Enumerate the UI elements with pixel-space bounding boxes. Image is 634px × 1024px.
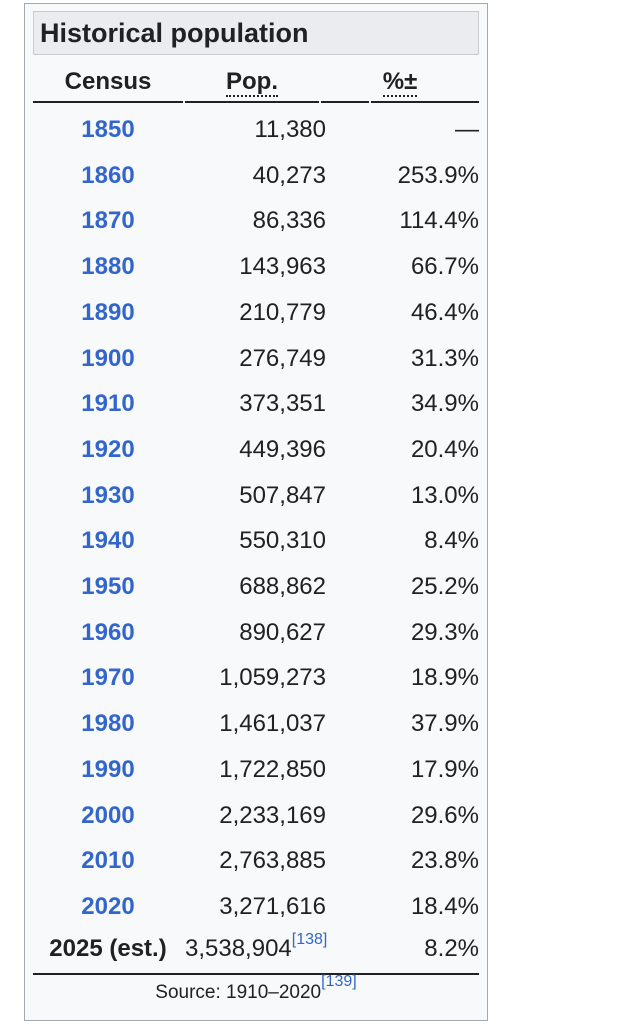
population-cell: 40,273 <box>252 161 326 189</box>
table-row <box>33 473 479 519</box>
percent-change-header-abbr[interactable]: %± <box>382 68 418 95</box>
population-cell: 143,963 <box>239 253 326 281</box>
table-row <box>33 610 479 656</box>
reference-link-139[interactable]: [139] <box>321 973 357 990</box>
percent-change-cell: 8.4% <box>424 527 479 555</box>
table-row <box>33 198 479 244</box>
census-year-link[interactable]: 1970 <box>81 664 135 692</box>
table-row <box>33 655 479 701</box>
census-year-link[interactable]: 1900 <box>81 344 135 372</box>
population-column-header <box>185 62 319 102</box>
census-year-link[interactable]: 2020 <box>81 892 135 920</box>
estimate-pct-cell: 8.2% <box>424 935 479 962</box>
census-year-link[interactable]: 1910 <box>81 390 135 418</box>
population-cell: 2,763,885 <box>219 847 326 875</box>
table-row <box>33 381 479 427</box>
census-year-link[interactable]: 1880 <box>81 253 135 281</box>
table-row <box>33 427 479 473</box>
table-row <box>33 793 479 839</box>
census-year-link[interactable]: 1860 <box>81 161 135 189</box>
census-year-link[interactable]: 1990 <box>81 755 135 783</box>
census-year-link[interactable]: 1950 <box>81 573 135 600</box>
percent-change-column-header <box>321 62 479 102</box>
percent-change-cell: — <box>455 116 479 143</box>
census-year-link[interactable]: 1940 <box>81 527 135 555</box>
percent-change-cell: 29.6% <box>410 801 479 829</box>
population-cell: 1,461,037 <box>219 710 326 738</box>
population-header-abbr[interactable]: Pop. <box>226 68 278 95</box>
source-note <box>33 973 479 1008</box>
population-cell: 86,336 <box>252 207 326 235</box>
percent-change-cell: 23.8% <box>410 847 479 875</box>
table-row <box>33 884 479 930</box>
census-year-link[interactable]: 1920 <box>81 435 135 463</box>
table-row <box>33 153 479 199</box>
percent-change-cell: 25.2% <box>410 573 479 600</box>
census-year-link[interactable]: 1890 <box>81 298 135 326</box>
population-cell: 210,779 <box>239 298 326 326</box>
footer-divider <box>33 973 479 975</box>
population-cell: 373,351 <box>239 390 326 418</box>
table-row <box>33 701 479 747</box>
population-cell: 276,749 <box>239 344 326 372</box>
population-cell: 3,271,616 <box>219 892 326 920</box>
estimate-pop-value: 3,538,904 <box>185 935 292 962</box>
table-row <box>33 336 479 382</box>
percent-change-cell: 37.9% <box>410 710 479 738</box>
census-year-link[interactable]: 1850 <box>81 116 135 143</box>
population-cell: 507,847 <box>239 481 326 509</box>
header-divider-pop <box>185 101 319 103</box>
estimate-pop-cell <box>185 926 326 972</box>
percent-change-cell: 253.9% <box>397 161 479 189</box>
estimate-year-cell: 2025 (est.) <box>49 935 167 962</box>
census-year-link[interactable]: 1870 <box>81 207 135 235</box>
percent-change-cell: 34.9% <box>410 390 479 418</box>
table-row <box>33 747 479 793</box>
historical-population-table <box>24 3 488 1021</box>
table-title: Historical population <box>33 11 479 55</box>
population-cell: 449,396 <box>239 435 326 463</box>
percent-change-cell: 13.0% <box>410 481 479 509</box>
percent-change-cell: 17.9% <box>410 755 479 783</box>
census-column-header <box>33 62 183 102</box>
percent-change-cell: 31.3% <box>410 344 479 372</box>
reference-link-138[interactable]: [138] <box>291 931 328 948</box>
population-cell: 890,627 <box>239 618 326 646</box>
population-cell: 688,862 <box>239 573 326 600</box>
header-divider-pct <box>371 101 479 103</box>
percent-change-cell: 29.3% <box>410 618 479 646</box>
percent-change-cell: 18.9% <box>410 664 479 692</box>
table-row <box>33 518 479 564</box>
percent-change-cell: 18.4% <box>410 892 479 920</box>
population-cell: 1,059,273 <box>219 664 326 692</box>
percent-change-cell: 20.4% <box>410 435 479 463</box>
table-row <box>33 290 479 336</box>
census-year-link[interactable]: 2000 <box>81 801 135 829</box>
table-row-estimate <box>33 926 479 972</box>
source-text: Source: 1910–2020 <box>155 982 322 1003</box>
population-cell: 2,233,169 <box>219 801 326 829</box>
table-row <box>33 564 479 610</box>
percent-change-cell: 66.7% <box>410 253 479 281</box>
table-row <box>33 107 479 153</box>
population-cell: 1,722,850 <box>219 755 326 783</box>
census-year-link[interactable]: 1980 <box>81 710 135 738</box>
census-header-label: Census <box>64 68 152 95</box>
table-row <box>33 838 479 884</box>
census-year-link[interactable]: 2010 <box>81 847 135 875</box>
header-divider-gap <box>321 101 369 103</box>
table-row <box>33 244 479 290</box>
population-cell: 11,380 <box>254 116 326 143</box>
census-year-link[interactable]: 1930 <box>81 481 135 509</box>
population-cell: 550,310 <box>239 527 326 555</box>
percent-change-cell: 46.4% <box>410 298 479 326</box>
percent-change-cell: 114.4% <box>399 207 479 235</box>
header-divider-census <box>33 101 183 103</box>
census-year-link[interactable]: 1960 <box>81 618 135 646</box>
